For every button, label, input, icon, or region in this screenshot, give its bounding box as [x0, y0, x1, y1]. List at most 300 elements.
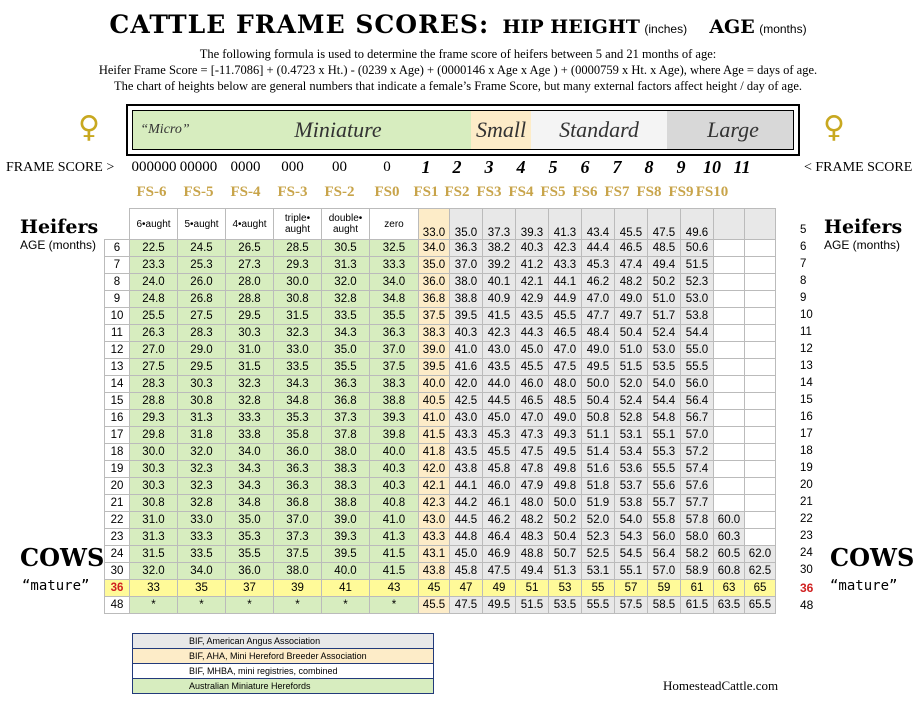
value-cell: 28.0	[226, 274, 274, 291]
value-cell: 35.3	[274, 410, 322, 427]
banner-green	[133, 111, 471, 149]
value-cell: 30.8	[274, 291, 322, 308]
value-cell: 36.8	[274, 495, 322, 512]
table-row	[105, 308, 776, 325]
value-cell: 47.0	[549, 342, 582, 359]
value-cell: 30.3	[226, 325, 274, 342]
value-cell: 37.8	[322, 427, 370, 444]
header-cell: 35.0	[450, 209, 483, 240]
right-age: 9	[800, 292, 807, 304]
value-cell: 43.5	[516, 308, 549, 325]
value-cell: 30.3	[130, 461, 178, 478]
value-cell: 43.0	[450, 410, 483, 427]
value-cell: 51.5	[681, 257, 714, 274]
value-cell: 34.0	[178, 563, 226, 580]
header-cell: 5•aught	[178, 209, 226, 240]
value-cell: 41.5	[483, 308, 516, 325]
age-cell: 17	[105, 427, 130, 444]
value-cell: 51.9	[582, 495, 615, 512]
value-cell: 48.8	[516, 546, 549, 563]
value-cell: 57.0	[681, 427, 714, 444]
value-cell: 50.7	[549, 546, 582, 563]
age-cell: 7	[105, 257, 130, 274]
value-cell: 51.0	[615, 342, 648, 359]
value-cell: 57.6	[681, 478, 714, 495]
banner-small: Small	[475, 117, 527, 142]
value-cell: 38.0	[274, 563, 322, 580]
legend-item: BIF, MHBA, mini registries, combined	[133, 664, 433, 679]
value-cell: 43.3	[450, 427, 483, 444]
value-cell: 51.4	[582, 444, 615, 461]
right-age: 30	[800, 564, 813, 576]
value-cell: 55.7	[648, 495, 681, 512]
value-cell	[745, 257, 776, 274]
header-cell: 43.4	[582, 209, 615, 240]
value-cell: 46.5	[549, 325, 582, 342]
value-cell: 37.0	[370, 342, 419, 359]
value-cell	[745, 478, 776, 495]
value-cell: 40.9	[483, 291, 516, 308]
table-row	[105, 444, 776, 461]
mature-label-right: “mature”	[830, 578, 898, 594]
frame-score-value: 0000	[230, 159, 261, 175]
value-cell: 25.5	[130, 308, 178, 325]
value-cell: 33.3	[226, 410, 274, 427]
value-cell: 45.3	[582, 257, 615, 274]
frame-score-value: 5	[548, 157, 558, 177]
value-cell: 57.0	[648, 563, 681, 580]
value-cell: 29.0	[178, 342, 226, 359]
value-cell: 26.0	[178, 274, 226, 291]
value-cell: 31.0	[226, 342, 274, 359]
age-cell: 18	[105, 444, 130, 461]
value-cell: 39.3	[370, 410, 419, 427]
value-cell: 38.3	[322, 461, 370, 478]
value-cell: 48.5	[648, 240, 681, 257]
value-cell: 50.0	[549, 495, 582, 512]
value-cell: 36.8	[419, 291, 450, 308]
value-cell: 55.3	[648, 444, 681, 461]
fs-code: FS3	[476, 184, 502, 200]
value-cell: 24.8	[130, 291, 178, 308]
value-cell: 54.0	[648, 376, 681, 393]
value-cell: 34.0	[226, 444, 274, 461]
value-cell: 51.6	[582, 461, 615, 478]
value-cell: 55.0	[681, 342, 714, 359]
value-cell: 43.3	[549, 257, 582, 274]
value-cell: 32.0	[178, 444, 226, 461]
age-cell: 8	[105, 274, 130, 291]
age-cell: 36	[105, 580, 130, 597]
value-cell: 52.0	[582, 512, 615, 529]
value-cell: 51.5	[615, 359, 648, 376]
value-cell: 51.5	[516, 597, 549, 614]
value-cell: 58.0	[681, 529, 714, 546]
value-cell: 50.8	[582, 410, 615, 427]
fs-code: FS1	[413, 184, 439, 200]
value-cell: 39.0	[419, 342, 450, 359]
value-cell	[745, 495, 776, 512]
value-cell: 44.0	[483, 376, 516, 393]
value-cell	[714, 274, 745, 291]
value-cell: 37.3	[322, 410, 370, 427]
value-cell: 34.8	[274, 393, 322, 410]
frame-score-value: 3	[484, 157, 494, 177]
table-row	[105, 240, 776, 257]
value-cell: 37.5	[274, 546, 322, 563]
value-cell: 42.0	[450, 376, 483, 393]
value-cell: 23.3	[130, 257, 178, 274]
heifers-label-left: Heifers	[20, 216, 99, 238]
fs-code: FS-2	[324, 184, 355, 200]
value-cell: 46.5	[516, 393, 549, 410]
banner-large: Large	[707, 117, 759, 142]
table-row	[105, 546, 776, 563]
value-cell: 49.0	[582, 342, 615, 359]
value-cell: 42.9	[516, 291, 549, 308]
venus-right-icon: ♀	[823, 110, 845, 145]
value-cell: 47.9	[516, 478, 549, 495]
value-cell: 51.0	[648, 291, 681, 308]
table-row	[105, 478, 776, 495]
value-cell: 26.8	[178, 291, 226, 308]
frame-score-value: 6	[580, 157, 590, 177]
value-cell: 38.8	[322, 495, 370, 512]
value-cell: 47.3	[516, 427, 549, 444]
value-cell: 52.0	[615, 376, 648, 393]
value-cell: 49.5	[582, 359, 615, 376]
value-cell: 53.8	[681, 308, 714, 325]
header-cell: 4•aught	[226, 209, 274, 240]
value-cell: 33.3	[370, 257, 419, 274]
value-cell	[714, 393, 745, 410]
value-cell: 39.5	[450, 308, 483, 325]
value-cell: 41.8	[419, 444, 450, 461]
value-cell: 34.3	[226, 461, 274, 478]
value-cell: *	[178, 597, 226, 614]
value-cell: 45.8	[483, 461, 516, 478]
frame-score-value: 7	[612, 157, 622, 177]
value-cell: 43.5	[450, 444, 483, 461]
value-cell: 39.2	[483, 257, 516, 274]
age-cell: 16	[105, 410, 130, 427]
frame-score-value: 00	[332, 159, 347, 175]
right-age: 11	[800, 326, 812, 338]
value-cell: 35.5	[226, 546, 274, 563]
value-cell: 37.3	[274, 529, 322, 546]
heifers-label-right: Heifers	[824, 216, 903, 238]
value-cell: 37.5	[419, 308, 450, 325]
heifers-age-left: AGE (months)	[20, 238, 97, 252]
value-cell: 31.3	[322, 257, 370, 274]
value-cell: 27.3	[226, 257, 274, 274]
right-age: 15	[800, 394, 813, 406]
value-cell: 46.0	[516, 376, 549, 393]
value-cell: 48.0	[516, 495, 549, 512]
value-cell: 42.3	[549, 240, 582, 257]
value-cell: 48.2	[516, 512, 549, 529]
value-cell: 36.3	[322, 376, 370, 393]
value-cell: 45.5	[549, 308, 582, 325]
value-cell: 35.5	[322, 359, 370, 376]
header-cell: 49.6	[681, 209, 714, 240]
value-cell: 61.5	[681, 597, 714, 614]
value-cell: 44.8	[450, 529, 483, 546]
value-cell: 40.0	[419, 376, 450, 393]
age-cell: 11	[105, 325, 130, 342]
frame-score-value: 000	[281, 159, 304, 175]
legend	[132, 633, 434, 694]
frame-score-value: 1	[421, 157, 431, 177]
age-cell: 30	[105, 563, 130, 580]
value-cell: 36.3	[370, 325, 419, 342]
value-cell: 54.8	[648, 410, 681, 427]
value-cell: 52.8	[615, 410, 648, 427]
right-age: 14	[800, 377, 813, 389]
value-cell: 54.5	[615, 546, 648, 563]
value-cell: 47	[450, 580, 483, 597]
age-cell: 9	[105, 291, 130, 308]
value-cell: 40.8	[370, 495, 419, 512]
banner-micro: “Micro”	[140, 122, 190, 137]
value-cell: 29.5	[226, 308, 274, 325]
frame-score-value: 4	[516, 157, 526, 177]
value-cell: 50.4	[549, 529, 582, 546]
banner-standard: Standard	[559, 117, 639, 142]
value-cell: 32.3	[274, 325, 322, 342]
value-cell: 38.8	[370, 393, 419, 410]
value-cell: 46.2	[483, 512, 516, 529]
value-cell: 45.8	[450, 563, 483, 580]
value-cell: 44.5	[450, 512, 483, 529]
value-cell: 31.3	[130, 529, 178, 546]
value-cell: 53	[549, 580, 582, 597]
value-cell: 45.5	[419, 597, 450, 614]
value-cell	[745, 359, 776, 376]
value-cell: 51.8	[582, 478, 615, 495]
value-cell	[714, 478, 745, 495]
banner-standard-seg	[531, 111, 667, 149]
cows-label-right: COWS	[830, 543, 915, 572]
right-age: 18	[800, 445, 813, 457]
value-cell	[714, 376, 745, 393]
value-cell: 42.0	[419, 461, 450, 478]
fs-code: FS6	[572, 184, 598, 200]
value-cell: 41.3	[370, 529, 419, 546]
value-cell: 49	[483, 580, 516, 597]
value-cell	[745, 274, 776, 291]
value-cell	[714, 325, 745, 342]
value-cell	[745, 308, 776, 325]
frame-score-value: 0	[383, 159, 391, 175]
value-cell: 44.9	[549, 291, 582, 308]
value-cell: 44.1	[549, 274, 582, 291]
value-cell: 52.4	[615, 393, 648, 410]
value-cell	[714, 410, 745, 427]
value-cell: 36.0	[274, 444, 322, 461]
right-age: 24	[800, 547, 813, 559]
value-cell: 52.3	[582, 529, 615, 546]
value-cell: 48.4	[582, 325, 615, 342]
value-cell: 56.4	[648, 546, 681, 563]
frame-score-value: 00000	[179, 159, 218, 175]
header-cell: 33.0	[419, 209, 450, 240]
right-age: 20	[800, 479, 813, 491]
header-cell: 41.3	[549, 209, 582, 240]
title-hip: HIP HEIGHT	[502, 16, 640, 38]
fs-code: FS-5	[183, 184, 214, 200]
fs-code: FS4	[508, 184, 534, 200]
value-cell: 35.0	[419, 257, 450, 274]
value-cell: 32.3	[226, 376, 274, 393]
right-age: 5	[800, 224, 807, 236]
value-cell: 46.0	[483, 478, 516, 495]
age-cell: 6	[105, 240, 130, 257]
value-cell: 36.0	[226, 563, 274, 580]
value-cell: 42.3	[419, 495, 450, 512]
value-cell: 54.3	[615, 529, 648, 546]
value-cell: 59	[648, 580, 681, 597]
fs-code: FS-3	[277, 184, 308, 200]
value-cell: 41	[322, 580, 370, 597]
value-cell: 31.0	[130, 512, 178, 529]
age-cell: 12	[105, 342, 130, 359]
value-cell: *	[130, 597, 178, 614]
value-cell: 35.0	[226, 512, 274, 529]
age-cell: 20	[105, 478, 130, 495]
value-cell: 55.1	[648, 427, 681, 444]
value-cell: 45.3	[483, 427, 516, 444]
value-cell: 41.6	[450, 359, 483, 376]
header-cell: 39.3	[516, 209, 549, 240]
value-cell: 53.1	[582, 563, 615, 580]
value-cell: 54.4	[648, 393, 681, 410]
value-cell: 50.2	[648, 274, 681, 291]
value-cell: 55.5	[648, 461, 681, 478]
value-cell: 28.3	[178, 325, 226, 342]
value-cell: 33.5	[322, 308, 370, 325]
frame-score-value: 8	[644, 157, 654, 177]
value-cell: 33.3	[178, 529, 226, 546]
value-cell: 37.0	[274, 512, 322, 529]
table-header-row	[105, 209, 776, 240]
value-cell: 50.0	[582, 376, 615, 393]
value-cell: 37.5	[370, 359, 419, 376]
value-cell: 43.0	[419, 512, 450, 529]
value-cell: 56.7	[681, 410, 714, 427]
heifers-age-right: AGE (months)	[824, 238, 901, 252]
value-cell: 32.8	[226, 393, 274, 410]
value-cell: 40.1	[483, 274, 516, 291]
value-cell: 55	[582, 580, 615, 597]
value-cell: 53.7	[615, 478, 648, 495]
value-cell	[745, 410, 776, 427]
value-cell: 44.4	[582, 240, 615, 257]
value-cell: 49.8	[549, 461, 582, 478]
value-cell: 47.0	[516, 410, 549, 427]
fs-code: FS2	[444, 184, 470, 200]
subtitle-line1: The following formula is used to determine the frame score of heifers between 5 and 21 months of age:	[199, 47, 717, 61]
value-cell	[745, 427, 776, 444]
value-cell: 41.5	[370, 546, 419, 563]
right-age: 23	[800, 530, 813, 542]
right-age: 10	[800, 309, 813, 321]
value-cell: 34.3	[226, 478, 274, 495]
value-cell: 53.0	[681, 291, 714, 308]
size-banner	[126, 104, 800, 156]
value-cell: 50.4	[615, 325, 648, 342]
value-cell: 34.0	[419, 240, 450, 257]
age-cell: 21	[105, 495, 130, 512]
frame-score-value: 2	[452, 157, 462, 177]
value-cell: 47.8	[516, 461, 549, 478]
value-cell: 29.3	[130, 410, 178, 427]
value-cell: 47.5	[450, 597, 483, 614]
value-cell	[714, 495, 745, 512]
value-cell: 55.5	[681, 359, 714, 376]
value-cell: 62.0	[745, 546, 776, 563]
frame-score-value: 000000	[131, 159, 177, 175]
value-cell: 47.7	[582, 308, 615, 325]
value-cell: 61	[681, 580, 714, 597]
value-cell: 55.5	[582, 597, 615, 614]
value-cell: 39.3	[322, 529, 370, 546]
value-cell: 51.7	[648, 308, 681, 325]
value-cell: 46.2	[582, 274, 615, 291]
value-cell: *	[322, 597, 370, 614]
value-cell: 56.4	[681, 393, 714, 410]
value-cell: 55.1	[615, 563, 648, 580]
value-cell: 44.1	[450, 478, 483, 495]
value-cell	[745, 376, 776, 393]
value-cell: 43.3	[419, 529, 450, 546]
fs-code: FS5	[540, 184, 566, 200]
value-cell: 43.8	[419, 563, 450, 580]
value-cell: 31.3	[178, 410, 226, 427]
value-cell: 63.5	[714, 597, 745, 614]
value-cell: 32.3	[178, 461, 226, 478]
value-cell: 27.0	[130, 342, 178, 359]
table-row	[105, 495, 776, 512]
age-cell: 23	[105, 529, 130, 546]
value-cell: 30.5	[322, 240, 370, 257]
subtitle-line3: The chart of heights below are general numbers that indicate a female’s Frame Score, but many external factors affect height / day of age.	[113, 79, 803, 93]
value-cell: 48.3	[516, 529, 549, 546]
value-cell: 38.8	[450, 291, 483, 308]
value-cell: 42.1	[516, 274, 549, 291]
table-row	[105, 376, 776, 393]
value-cell: 43.1	[419, 546, 450, 563]
value-cell: *	[370, 597, 419, 614]
value-cell: 34.3	[274, 376, 322, 393]
legend-item: BIF, American Angus Association	[133, 634, 433, 649]
value-cell: 30.8	[130, 495, 178, 512]
age-cell: 48	[105, 597, 130, 614]
value-cell: 27.5	[178, 308, 226, 325]
table-row	[105, 291, 776, 308]
value-cell: 25.3	[178, 257, 226, 274]
fs-code: FS0	[374, 184, 400, 200]
value-cell: 39.8	[370, 427, 419, 444]
fs-code: FS7	[604, 184, 630, 200]
value-cell: 28.3	[130, 376, 178, 393]
value-cell	[714, 291, 745, 308]
value-cell: 40.5	[419, 393, 450, 410]
age-cell: 19	[105, 461, 130, 478]
value-cell: 65.5	[745, 597, 776, 614]
table-row	[105, 359, 776, 376]
age-cell: 13	[105, 359, 130, 376]
